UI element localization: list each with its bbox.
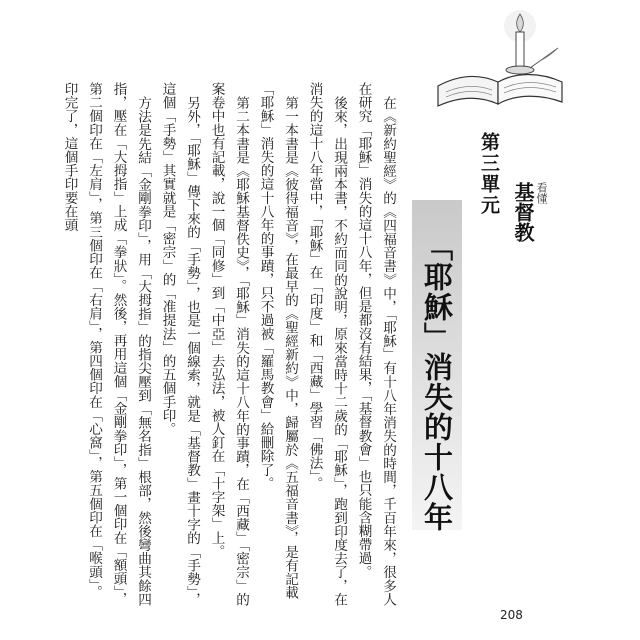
chapter-title: 「耶穌」消失的十八年 — [420, 232, 454, 532]
paragraph: 方法是先結「金剛拳印」，用「大拇指」的指尖壓到「無名指」根部，然後彎曲其餘四指，壓在「大拇指」上成「拳狀」。然後，再用這個「金剛拳印」，第一個印在「額頭」，第二個印在「左肩」，第三個印在「右肩」，第四個印在「心窩」，第五個印在「喉頭」。印完了，這個手印要在頭 — [61, 82, 151, 606]
chapter-label: 第三單元 — [478, 132, 500, 216]
paragraph: 第一本書是《彼得福音》，在最早的《聖經新約》中，歸屬於《五福音書》，是有記載「耶穌」消失的這十八年的事蹟，只不過被「羅馬教會」給刪除了。 — [257, 82, 298, 599]
paragraph: 另外，「耶穌」傳下來的「手勢」，也是一個線索，就是「基督教」畫十字的「手勢」，這個「手勢」其實就是「密宗」的「准提法」的五個手印。 — [159, 82, 200, 606]
series-label: 基督教 — [511, 182, 535, 242]
paragraph: 後來，出現兩本書，不約而同的說明，原來當時十二歲的「耶穌」，跑到印度去了，在消失的這十八年當中，「耶穌」在「印度」和「西藏」學習「佛法」。 — [306, 82, 347, 606]
body-text — [61, 82, 400, 608]
page-number: 208 — [500, 608, 523, 622]
series-label-small: 看懂 — [535, 182, 548, 204]
paragraph: 第二本書是《耶穌基督佚史》，「耶穌」消失的這十八年的事蹟，在「西藏」「密宗」的案卷中也有記載，說一個「同修」到「中亞」去弘法，被人釘在「十字架」上。 — [208, 82, 249, 606]
paragraph: 在《新約聖經》的《四福音書》中，「耶穌」有十八年消失的時間，千百年來，很多人在研究「耶穌」消失的這十八年，但是都沒有結果，「基督教會」也只能含糊帶過。 — [355, 82, 396, 606]
open-book-candle-icon — [430, 8, 570, 108]
